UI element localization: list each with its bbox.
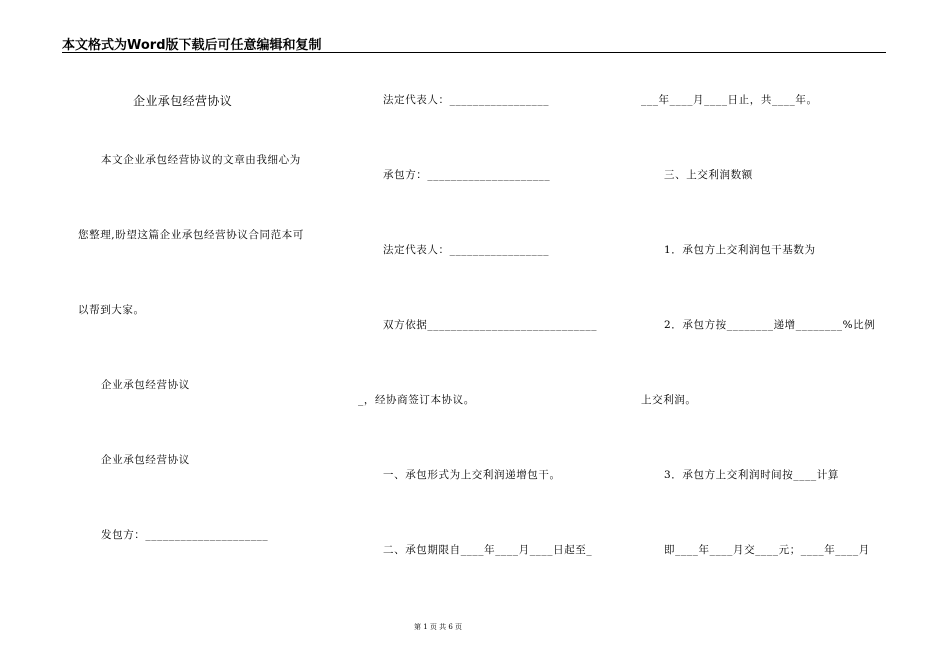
clause-line: 上交利润。 (641, 394, 697, 406)
paragraph-line: _，经协商签订本协议。 (358, 394, 475, 406)
section-heading: 企业承包经营协议 (101, 454, 190, 466)
basis-field: 双方依据_____________________________ (383, 319, 598, 331)
paragraph-line: 您整理,盼望这篇企业承包经营协议合同范本可 (78, 229, 304, 241)
party-a-field: 发包方：_____________________ (101, 529, 269, 541)
page-number: 第 1 页 共 6 页 (414, 623, 463, 631)
legal-rep-field: 法定代表人：_________________ (383, 244, 550, 256)
header-divider (62, 52, 886, 53)
clause-line: 3．承包方上交利润时间按____计算 (664, 469, 839, 481)
legal-rep-field: 法定代表人：_________________ (383, 94, 550, 106)
clause-line: ___年____月____日止，共____年。 (641, 94, 818, 106)
paragraph-line: 以帮到大家。 (78, 304, 145, 316)
party-b-field: 承包方：_____________________ (383, 169, 551, 181)
clause-line: 二、承包期限自____年____月____日起至_ (383, 544, 593, 556)
document-header: 本文格式为Word版下载后可任意编辑和复制 (62, 38, 322, 53)
clause-line: 2．承包方按________递增________%比例 (664, 319, 876, 331)
clause-line: 三、上交利润数额 (664, 169, 753, 181)
document-title: 企业承包经营协议 (133, 94, 233, 108)
section-heading: 企业承包经营协议 (101, 379, 190, 391)
clause-line: 1．承包方上交利润包干基数为 (664, 244, 816, 256)
clause-line: 一、承包形式为上交利润递增包干。 (383, 469, 561, 481)
clause-line: 即____年____月交____元；____年____月 (664, 544, 870, 556)
paragraph-line: 本文企业承包经营协议的文章由我细心为 (101, 154, 301, 166)
